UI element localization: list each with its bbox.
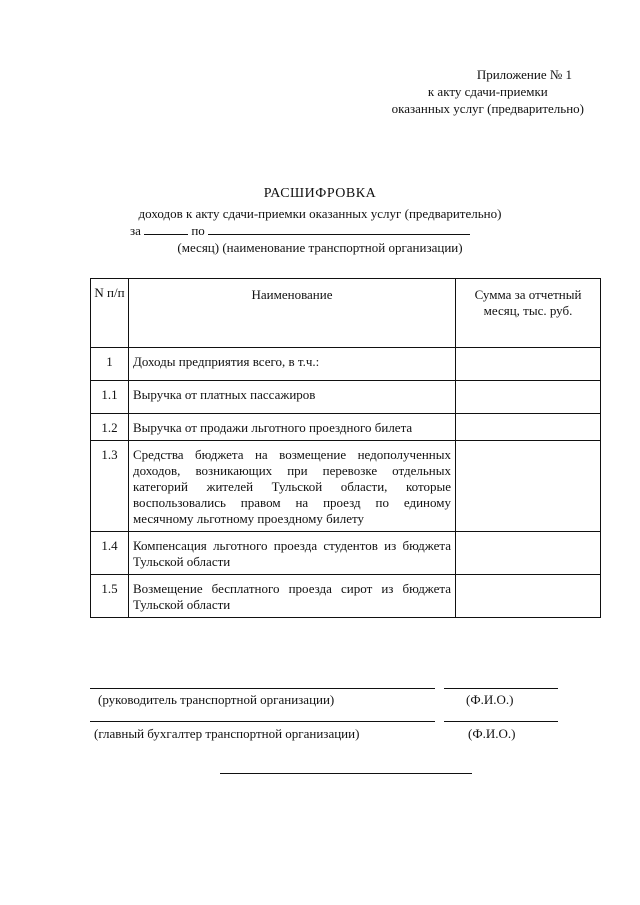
row-num: 1.1 <box>91 381 129 414</box>
row-name: Средства бюджета на возмещение недополученных доходов, возникающих при перевозке отдельных категорий жителей Тульской области, которые воспользовались правом на проезд по единому месячному льготному проездному билету <box>129 441 456 532</box>
accountant-fio-line <box>444 721 558 722</box>
table-row <box>91 381 601 414</box>
header-num: N п/п <box>91 279 129 348</box>
row-name: Возмещение бесплатного проезда сирот из бюджета Тульской области <box>129 575 456 618</box>
appendix-ref-2: оказанных услуг (предварительно) <box>391 101 584 116</box>
accountant-fio: (Ф.И.О.) <box>468 726 516 741</box>
period-mid: по <box>191 223 205 238</box>
head-fio-line <box>444 688 558 689</box>
row-name: Выручка от продажи льготного проездного билета <box>129 414 456 441</box>
head-fio: (Ф.И.О.) <box>466 692 514 707</box>
period-hint: (месяц) (наименование транспортной организации) <box>177 240 463 255</box>
period-prefix: за <box>129 223 141 238</box>
appendix-number: Приложение № 1 <box>476 67 572 82</box>
row-num: 1.5 <box>91 575 129 618</box>
row-sum <box>456 414 601 441</box>
row-num: 1 <box>91 348 129 381</box>
head-label: (руководитель транспортной организации) <box>98 692 335 707</box>
table-row <box>91 348 601 381</box>
document-title: РАСШИФРОВКА <box>263 186 377 201</box>
row-name: Доходы предприятия всего, в т.ч.: <box>129 348 456 381</box>
appendix-ref: к акту сдачи-приемки <box>427 84 548 99</box>
header-name: Наименование <box>129 279 456 348</box>
row-name: Компенсация льготного проезда студентов из бюджета Тульской области <box>129 532 456 575</box>
row-sum <box>456 348 601 381</box>
table-row <box>91 441 601 532</box>
row-num: 1.2 <box>91 414 129 441</box>
accountant-signature-line <box>90 721 435 722</box>
organization-blank <box>208 223 470 235</box>
head-signature-line <box>90 688 435 689</box>
document-subtitle: доходов к акту сдачи-приемки оказанных услуг (предварительно) <box>138 206 502 221</box>
table-row <box>91 575 601 618</box>
row-sum <box>456 532 601 575</box>
table-header-row <box>91 279 601 348</box>
row-sum <box>456 381 601 414</box>
table-row <box>91 414 601 441</box>
row-name: Выручка от платных пассажиров <box>129 381 456 414</box>
bottom-line <box>220 773 472 774</box>
month-blank <box>144 223 188 235</box>
row-num: 1.3 <box>91 441 129 532</box>
row-num: 1.4 <box>91 532 129 575</box>
accountant-label: (главный бухгалтер транспортной организации) <box>94 726 360 741</box>
row-sum <box>456 575 601 618</box>
header-sum: Сумма за отчетный месяц, тыс. руб. <box>456 279 601 348</box>
income-table <box>90 278 601 618</box>
period-line <box>0 222 640 239</box>
appendix-block <box>392 66 584 117</box>
table-row <box>91 532 601 575</box>
document-subtitle-block <box>0 205 640 256</box>
row-sum <box>456 441 601 532</box>
